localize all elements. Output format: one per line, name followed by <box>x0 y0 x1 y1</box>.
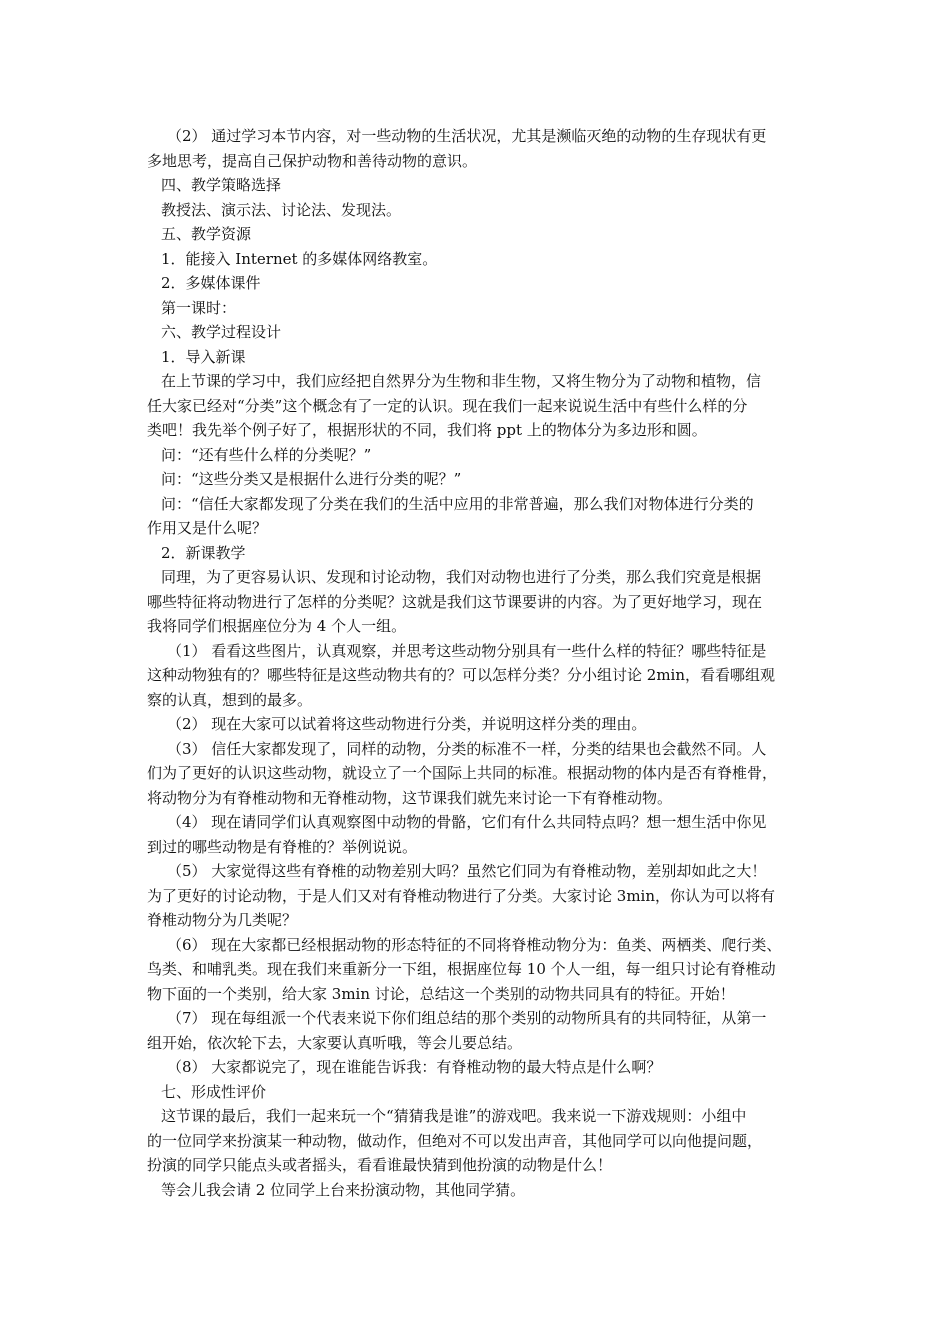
text-line: 到过的哪些动物是有脊椎的？举例说说。 <box>147 837 418 856</box>
text-line: 同理，为了更容易认识、发现和讨论动物，我们对动物也进行了分类，那么我们究竟是根据 <box>161 568 762 586</box>
text-line: 脊椎动物分为几类呢？ <box>147 911 298 929</box>
text-line: 察的认真，想到的最多。 <box>147 690 313 709</box>
text-line: 的一位同学来扮演某一种动物，做动作，但绝对不可以发出声音，其他同学可以向他提问题， <box>147 1131 763 1150</box>
text-line: （6） 现在大家都已经根据动物的形态特征的不同将脊椎动物分为：鱼类、两栖类、爬行类、 <box>167 935 782 954</box>
text-line: 组开始，依次轮下去，大家要认真听哦，等会儿要总结。 <box>147 1033 523 1052</box>
text-line: 六、教学过程设计 <box>161 323 282 341</box>
text-line: 物下面的一个类别，给大家 3min 讨论，总结这一个类别的动物共同具有的特征。开始！ <box>147 984 735 1003</box>
text-line: （2） 通过学习本节内容，对一些动物的生活状况，尤其是濒临灭绝的动物的生存现状有更 <box>167 127 767 145</box>
text-line: 这节课的最后，我们一起来玩一个“猜猜我是谁”的游戏吧。我来说一下游戏规则：小组中 <box>161 1107 747 1125</box>
text-line: 在上节课的学习中，我们应经把自然界分为生物和非生物，又将生物分为了动物和植物，信 <box>161 372 762 390</box>
text-line: 哪些特征将动物进行了怎样的分类呢？这就是我们这节课要讲的内容。为了更好地学习，现在 <box>147 592 763 611</box>
text-line: 2．新课教学 <box>161 543 246 562</box>
text-line: 鸟类、和哺乳类。现在我们来重新分一下组，根据座位每 10 个人一组，每一组只讨论有脊椎动 <box>147 960 776 978</box>
text-line: 扮演的同学只能点头或者摇头，看看谁最快猜到他扮演的动物是什么！ <box>147 1156 613 1174</box>
text-line: 任大家已经对“分类”这个概念有了一定的认识。现在我们一起来说说生活中有些什么样的分 <box>147 396 748 415</box>
text-line: （8） 大家都说完了，现在谁能告诉我：有脊椎动物的最大特点是什么啊？ <box>167 1058 662 1076</box>
text-line: （2） 现在大家可以试着将这些动物进行分类，并说明这样分类的理由。 <box>167 715 647 733</box>
text-line: （3） 信任大家都发现了，同样的动物，分类的标准不一样，分类的结果也会截然不同。人 <box>167 739 767 758</box>
text-line: 教授法、演示法、讨论法、发现法。 <box>161 200 402 219</box>
text-line: 1．能接入 Internet 的多媒体网络教室。 <box>161 249 438 268</box>
text-line: 我将同学们根据座位分为 4 个人一组。 <box>147 617 407 635</box>
text-line: 多地思考，提高自己保护动物和善待动物的意识。 <box>147 151 478 170</box>
document-page <box>147 124 807 1202</box>
text-line: 1．导入新课 <box>161 347 246 366</box>
text-line: 这种动物独有的？哪些特征是这些动物共有的？可以怎样分类？分小组讨论 2min，看看哪组观 <box>147 666 775 684</box>
text-line: （5） 大家觉得这些有脊椎的动物差别大吗？虽然它们同为有脊椎动物，差别却如此之大！ <box>167 862 767 880</box>
text-line: 2．多媒体课件 <box>161 274 261 292</box>
text-line: 类吧！我先举个例子好了，根据形状的不同，我们将 ppt 上的物体分为多边形和圆。 <box>147 421 707 439</box>
text-line: 问：“还有些什么样的分类呢？” <box>161 445 372 464</box>
text-line: 为了更好的讨论动物，于是人们又对有脊椎动物进行了分类。大家讨论 3min，你认为可以将有 <box>147 886 775 905</box>
text-line: （4） 现在请同学们认真观察图中动物的骨骼，它们有什么共同特点吗？想一想生活中你见 <box>167 813 767 831</box>
text-line: 问：“信任大家都发现了分类在我们的生活中应用的非常普遍，那么我们对物体进行分类的 <box>161 494 754 513</box>
text-line: 问：“这些分类又是根据什么进行分类的呢？” <box>161 470 462 488</box>
text-line: 五、教学资源 <box>161 225 252 243</box>
text-line: 们为了更好的认识这些动物，就设立了一个国际上共同的标准。根据动物的体内是否有脊椎骨， <box>147 764 778 782</box>
text-line: 四、教学策略选择 <box>161 176 282 194</box>
text-line: 第一课时： <box>161 298 237 317</box>
text-line: （1） 看看这些图片，认真观察，并思考这些动物分别具有一些什么样的特征？哪些特征是 <box>167 641 767 660</box>
text-line: 将动物分为有脊椎动物和无脊椎动物，这节课我们就先来讨论一下有脊椎动物。 <box>147 788 673 807</box>
text-line: （7） 现在每组派一个代表来说下你们组总结的那个类别的动物所具有的共同特征，从第一 <box>167 1009 767 1027</box>
text-line: 作用又是什么呢？ <box>147 519 268 537</box>
text-line: 七、形成性评价 <box>161 1082 267 1101</box>
text-line: 等会儿我会请 2 位同学上台来扮演动物，其他同学猜。 <box>161 1180 526 1199</box>
